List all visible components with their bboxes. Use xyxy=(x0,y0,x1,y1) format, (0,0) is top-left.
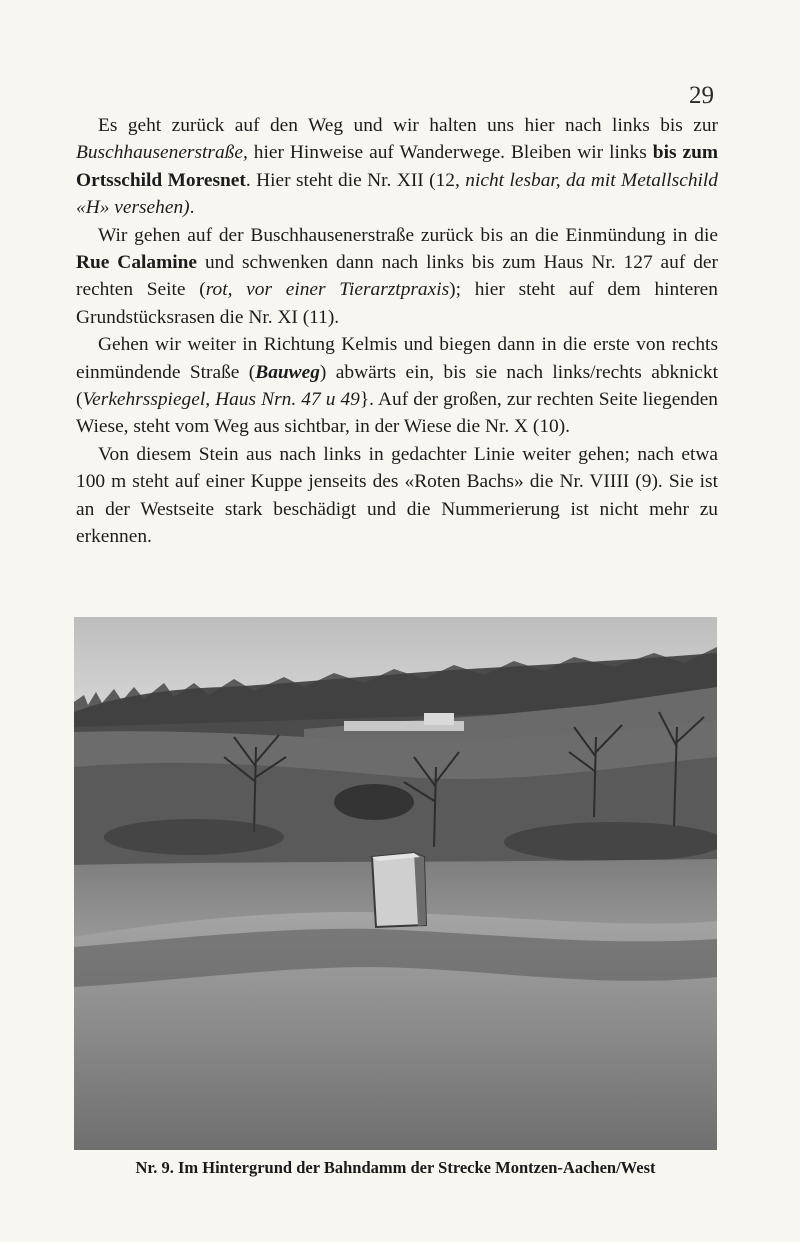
landscape-photo xyxy=(74,617,717,1150)
text-run: Es geht zurück auf den Weg und wir halten uns hier nach links bis zur xyxy=(98,115,718,136)
emphasis-run: Rue Calamine xyxy=(76,252,198,274)
photo-illustration xyxy=(74,617,717,1150)
emphasis-run: nicht lesbar, da mit Metallschild «H» versehen) xyxy=(76,169,718,219)
emphasis-run: Bauweg xyxy=(255,361,320,383)
page-number: 29 xyxy=(689,82,714,109)
paragraph xyxy=(76,331,718,441)
paragraph xyxy=(76,222,718,332)
emphasis-run: Verkehrsspiegel, Haus Nrn. 47 u 49 xyxy=(82,389,360,411)
emphasis-run: Buschhausenerstraße, xyxy=(76,142,248,164)
text-run: . xyxy=(189,197,195,219)
text-run: }. Auf der großen, zur rechten Seite liegenden Wiese, steht vom Weg aus sichtbar, in der Wiese die Nr. X (10). xyxy=(76,389,719,438)
text-run: Gehen wir weiter in Richtung Kelmis und biegen dann in die erste von rechts einmündende Straße ( xyxy=(76,334,718,383)
text-run: ); hier steht auf dem hinteren Grundstücksrasen die Nr. XI (11). xyxy=(76,279,718,328)
paragraph xyxy=(76,112,718,222)
emphasis-run: rot, vor einer Tierarztpraxis xyxy=(205,279,450,301)
photo-caption: Nr. 9. Im Hintergrund der Bahndamm der Strecke Montzen-Aachen/West xyxy=(135,1158,656,1177)
text-run: . Hier steht die Nr. XII (12, xyxy=(245,169,466,191)
text-run: ) abwärts ein, bis sie nach links/rechts abknickt ( xyxy=(76,361,718,411)
text-run: Wir gehen auf der Buschhausenerstraße zurück bis an die Einmündung in die xyxy=(98,224,718,246)
text-run: und schwenken dann nach links bis zum Haus Nr. 127 auf der rechten Seite ( xyxy=(76,252,718,301)
text-run: hier Hinweise auf Wanderwege. Bleiben wir links xyxy=(247,142,653,164)
body-text xyxy=(76,112,718,551)
emphasis-run: bis zum Ortsschild Moresnet xyxy=(76,142,719,191)
paragraph xyxy=(76,441,718,551)
text-run: Von diesem Stein aus nach links in gedachter Linie weiter gehen; nach etwa 100 m steht auf einer Kuppe jenseits des «Roten Bachs» die Nr. VIIII (9). Sie ist an der Westseite stark beschädigt und die Nummerierung ist nicht mehr zu erkennen. xyxy=(76,443,718,548)
